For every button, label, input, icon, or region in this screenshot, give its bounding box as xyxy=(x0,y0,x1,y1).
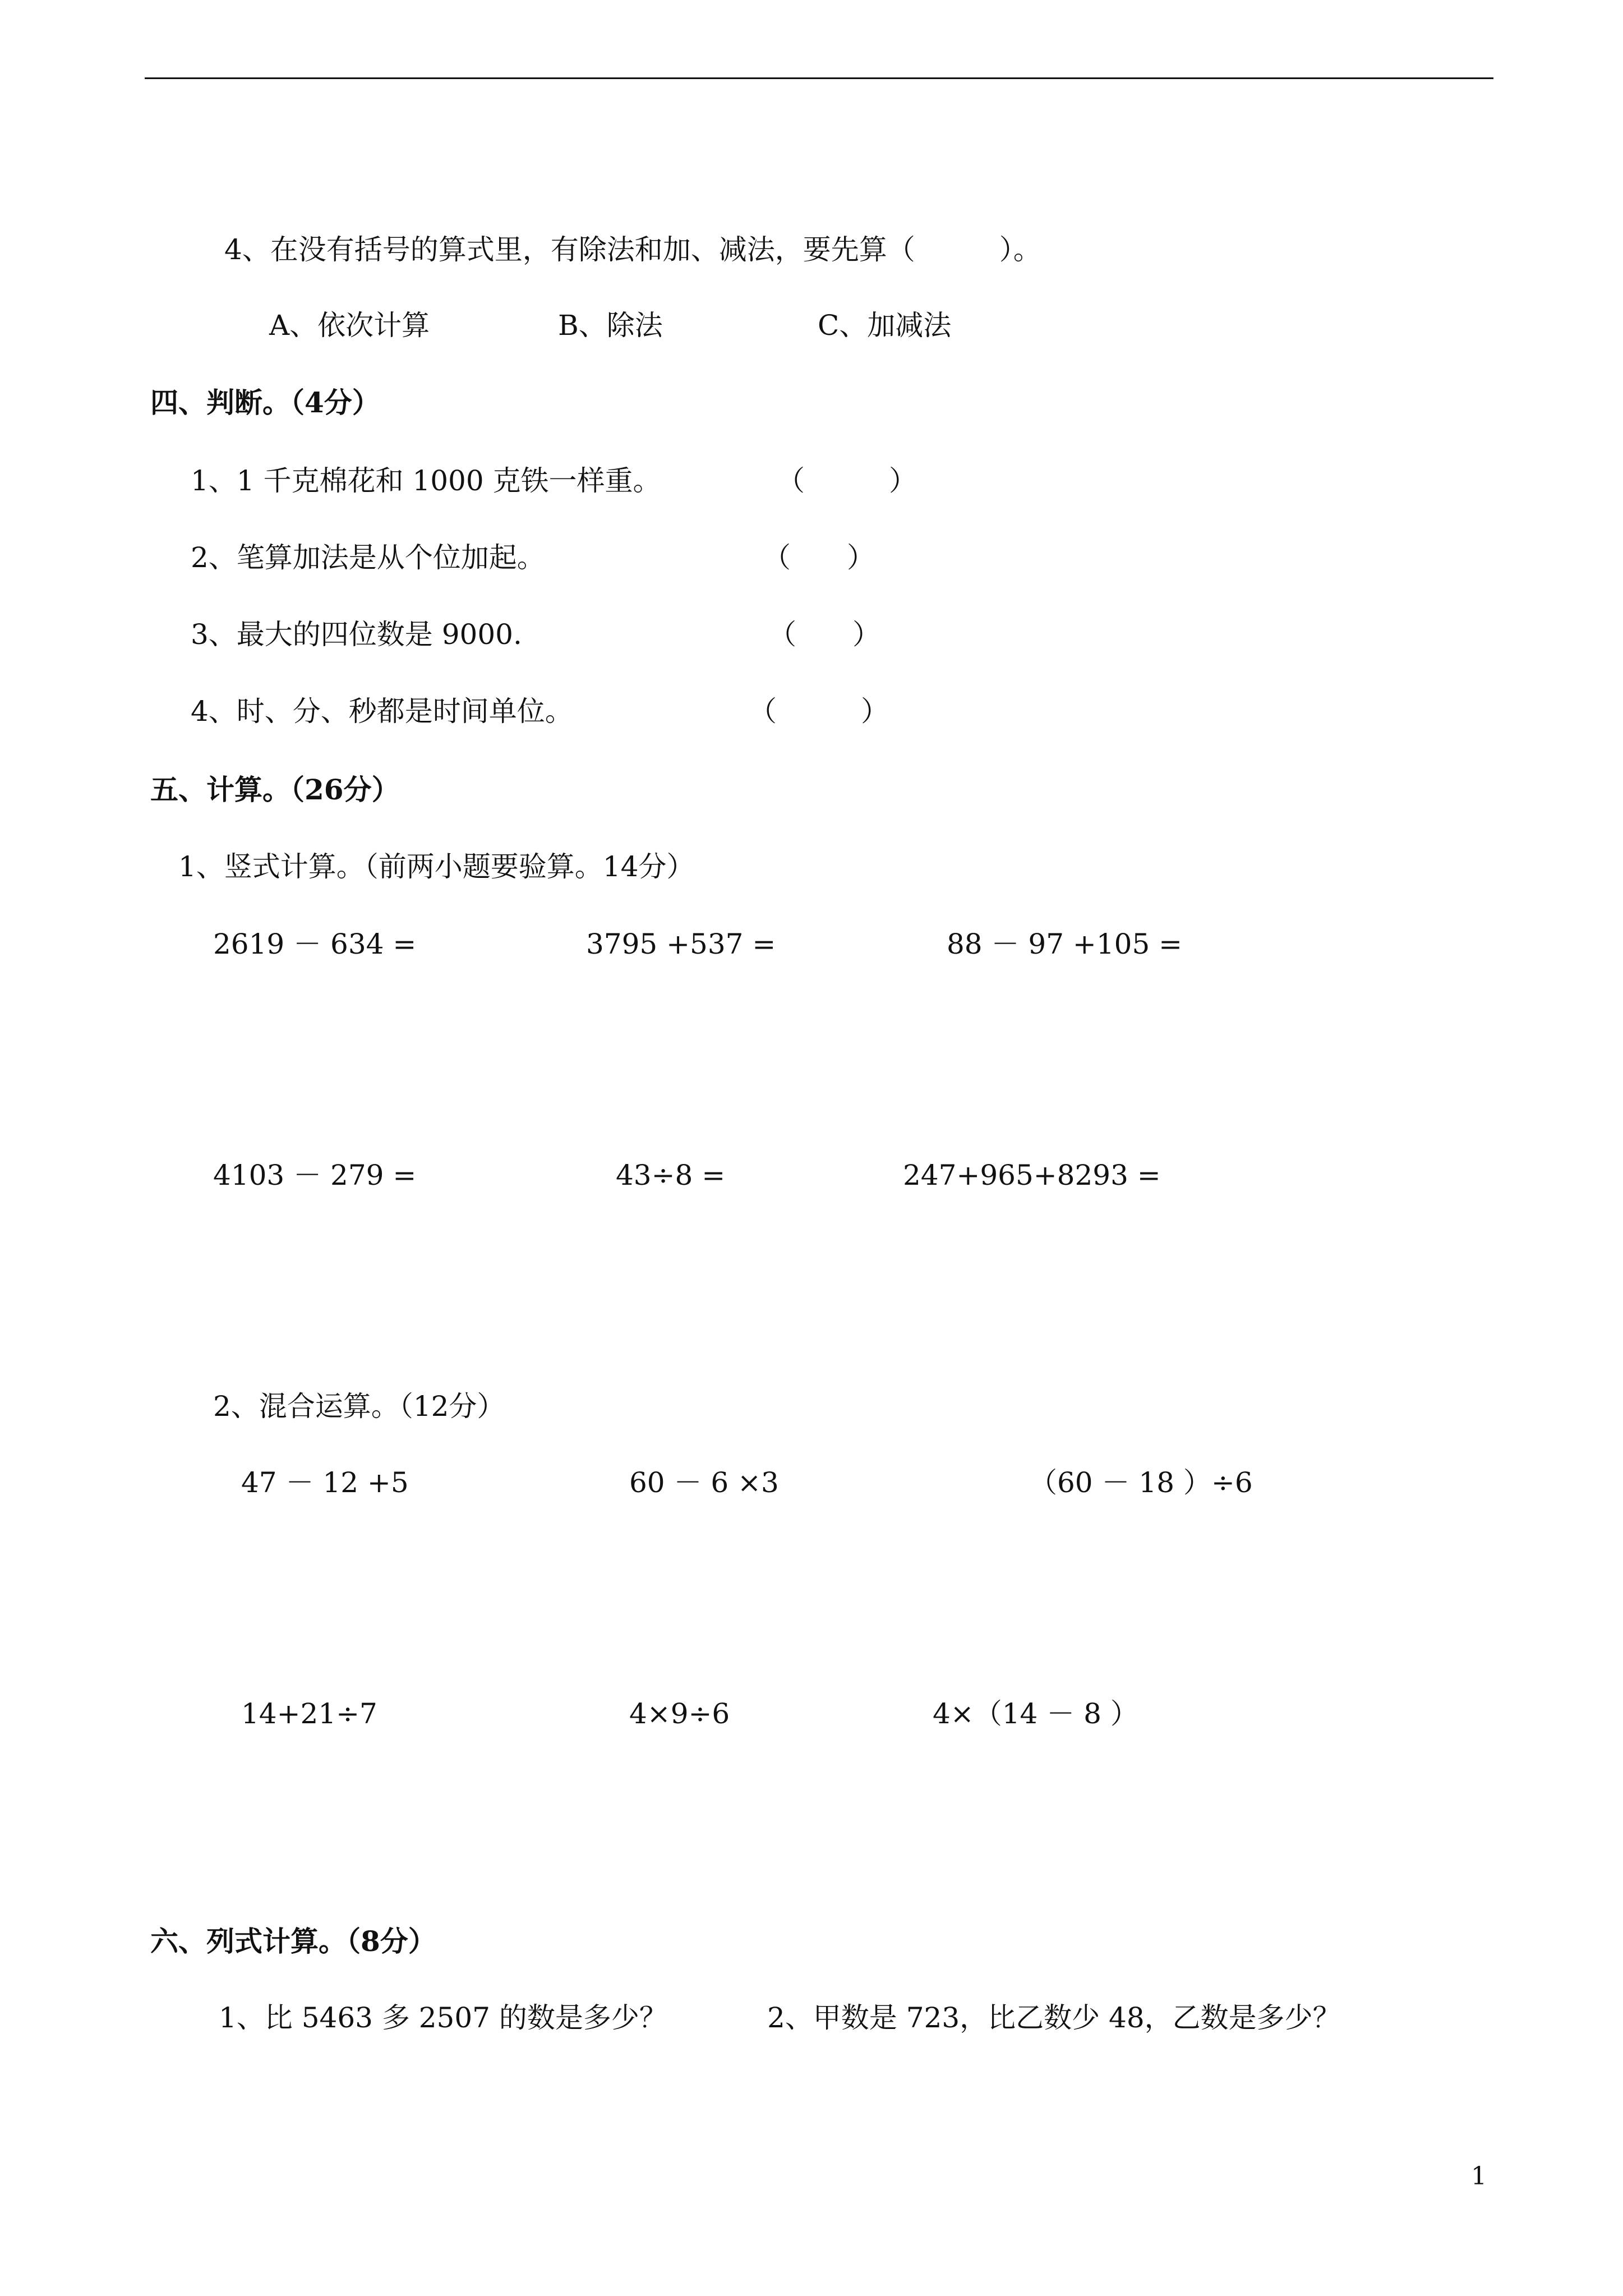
vertical-calc-4: 4103 － 279 = xyxy=(213,1159,417,1191)
section6-title: 六、列式计算。（8分） xyxy=(150,1925,436,1958)
mixed-op-2: 60 － 6 ×3 xyxy=(629,1466,779,1499)
judge-item-3: 3、最大的四位数是 9000. xyxy=(191,618,522,651)
judge-blank-3: （ ） xyxy=(768,618,880,651)
q4-stem: 4、在没有括号的算式里，有除法和加、减法，要先算（ ）。 xyxy=(224,233,1041,266)
judge-item-1: 1、1 千克棉花和 1000 克铁一样重。 xyxy=(191,464,661,497)
word-problem-1: 1、比 5463 多 2507 的数是多少？ xyxy=(219,2001,667,2034)
vertical-calc-5: 43÷8 = xyxy=(616,1159,726,1191)
judge-blank-4: （ ） xyxy=(749,695,889,728)
section5-title: 五、计算。（26分） xyxy=(150,773,400,806)
section4-title: 四、判断。（4分） xyxy=(150,386,380,419)
mixed-op-1: 47 － 12 +5 xyxy=(241,1466,409,1499)
vertical-calc-2: 3795 +537 = xyxy=(586,928,776,960)
word-problem-2: 2、甲数是 723，比乙数少 48，乙数是多少？ xyxy=(767,2001,1341,2034)
judge-item-4: 4、时、分、秒都是时间单位。 xyxy=(191,695,573,728)
q4-option-a: A、依次计算 xyxy=(269,309,430,342)
header-rule xyxy=(145,77,1493,79)
page-number: 1 xyxy=(1471,2162,1487,2191)
vertical-calc-6: 247+965+8293 = xyxy=(903,1159,1161,1191)
q4-option-b: B、除法 xyxy=(558,309,663,342)
mixed-op-4: 14+21÷7 xyxy=(241,1697,377,1730)
mixed-ops-heading: 2、混合运算。（12分） xyxy=(213,1390,505,1423)
mixed-op-6: 4×（14 － 8 ） xyxy=(933,1697,1138,1730)
judge-item-2: 2、笔算加法是从个位加起。 xyxy=(191,541,545,574)
q4-option-c: C、加减法 xyxy=(818,309,952,342)
mixed-op-3: （60 － 18 ）÷6 xyxy=(1029,1466,1253,1499)
judge-blank-2: （ ） xyxy=(763,541,875,574)
vertical-calc-3: 88 － 97 +105 = xyxy=(947,928,1183,960)
vertical-calc-1: 2619 － 634 = xyxy=(213,928,417,960)
judge-blank-1: （ ） xyxy=(777,464,917,497)
mixed-op-5: 4×9÷6 xyxy=(629,1697,730,1730)
vertical-calc-heading: 1、竖式计算。（前两小题要验算。14分） xyxy=(178,850,695,883)
